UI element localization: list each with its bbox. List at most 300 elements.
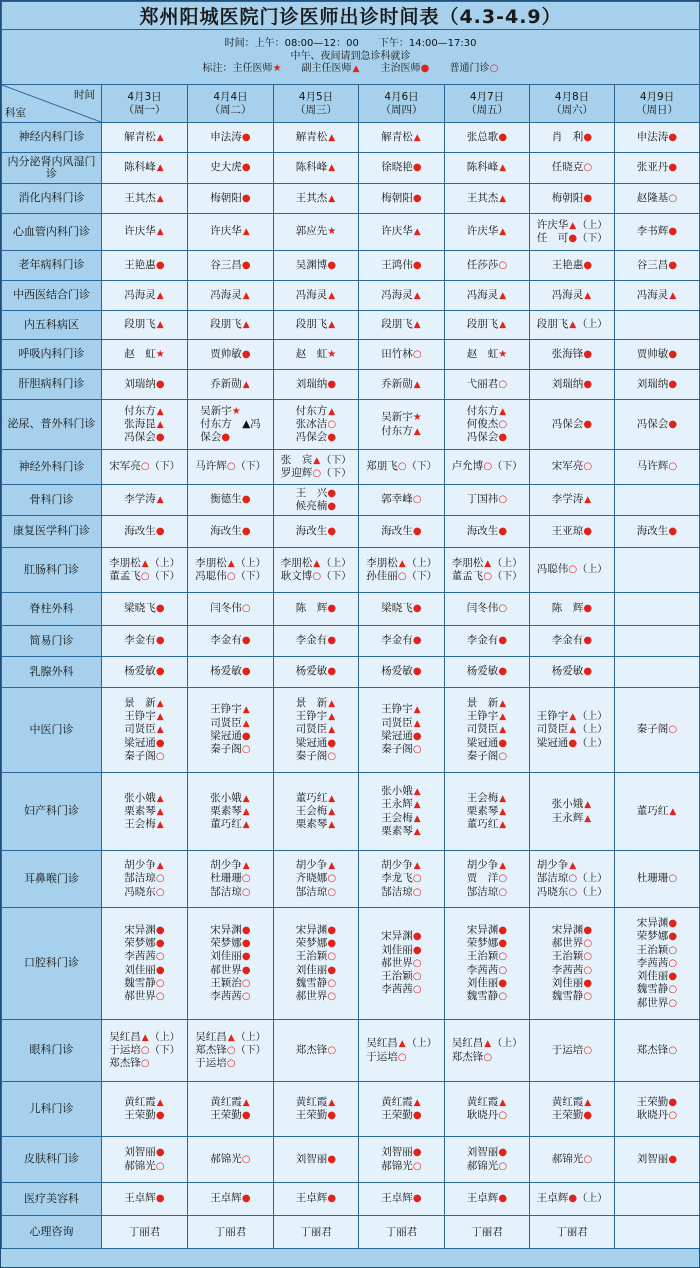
doctor-entry — [296, 1109, 337, 1122]
schedule-cell — [359, 1020, 445, 1082]
doctor-entry — [552, 602, 593, 615]
session-note: （上） — [577, 319, 608, 331]
schedule-cell — [274, 485, 359, 516]
doctor-list — [366, 1037, 437, 1064]
doctor-entry — [552, 1096, 593, 1109]
hollow-circle-icon: ○ — [155, 977, 165, 989]
doctor-list — [381, 378, 422, 391]
doctor-entry — [467, 493, 508, 506]
schedule-cell — [530, 153, 615, 184]
doctor-name: 解青松 — [124, 130, 156, 143]
doctor-list — [210, 289, 251, 302]
doctor-name: 何俊杰 — [466, 417, 499, 430]
triangle-icon: ▲ — [499, 793, 507, 804]
doctor-name: 王艳惠 — [124, 258, 156, 271]
doctor-entry — [381, 425, 422, 438]
doctor-name: 冯海灵 — [124, 288, 156, 301]
schedule-cell — [359, 548, 445, 593]
department-name: 口腔科门诊 — [2, 908, 102, 1020]
doctor-name: 丁丽君 — [385, 1225, 418, 1238]
doctor-list — [637, 1153, 678, 1166]
hollow-circle-icon: ○ — [155, 951, 165, 963]
doctor-entry — [552, 990, 593, 1003]
filled-circle-icon: ● — [327, 964, 337, 976]
doctor-name: 黄红霞 — [295, 1095, 328, 1108]
department-row — [2, 485, 700, 516]
department-row — [2, 1216, 700, 1249]
doctor-name: 郝世界 — [210, 963, 242, 976]
doctor-list — [124, 1096, 165, 1123]
session-note: （上） — [577, 711, 608, 723]
doctor-entry — [381, 872, 422, 885]
doctor-name: 刘佳丽 — [381, 943, 413, 956]
department-row — [2, 400, 700, 450]
triangle-icon: ▲ — [242, 820, 250, 831]
triangle-icon: ▲ — [156, 419, 164, 430]
schedule-cell — [359, 1137, 445, 1183]
doctor-list — [296, 487, 337, 514]
doctor-name: 冯晓东 — [124, 885, 156, 898]
triangle-icon: ▲ — [328, 793, 336, 804]
triangle-icon: ▲ — [328, 406, 336, 417]
triangle-icon: ▲ — [413, 290, 421, 301]
legend-item-label: 副主任医师 — [301, 63, 352, 75]
doctor-entry — [296, 964, 337, 977]
doctor-entry — [124, 1192, 165, 1205]
page-title: 郑州阳城医院门诊医师出诊时间表（4.3-4.9） — [2, 2, 700, 30]
hollow-circle-icon: ○ — [568, 564, 578, 576]
doctor-entry — [381, 785, 422, 798]
filled-circle-icon: ● — [327, 378, 337, 390]
doctor-list — [552, 493, 593, 506]
schedule-cell — [530, 1082, 615, 1137]
triangle-icon: ▲ — [227, 1032, 235, 1043]
doctor-list — [124, 259, 165, 272]
doctor-list — [210, 1192, 251, 1205]
triangle-icon: ▲ — [413, 426, 421, 437]
schedule-cell — [102, 548, 188, 593]
triangle-icon: ▲ — [313, 558, 321, 569]
session-note: （下） — [235, 461, 266, 473]
filled-circle-icon: ● — [668, 162, 678, 174]
filled-circle-icon: ● — [498, 977, 508, 989]
schedule-cell — [102, 1216, 188, 1249]
doctor-entry — [552, 259, 593, 272]
doctor-name: 宋军亮 — [109, 460, 141, 473]
doctor-entry — [210, 990, 251, 1003]
doctor-entry — [381, 348, 422, 361]
hollow-circle-icon: ○ — [568, 886, 578, 898]
doctor-list — [210, 225, 251, 238]
doctor-name: 梅朝阳 — [551, 191, 584, 204]
session-note: （上） — [406, 1038, 437, 1050]
doctor-list — [537, 710, 608, 750]
filled-circle-icon: ● — [327, 487, 337, 499]
time-label: 时间 — [74, 89, 95, 101]
doctor-list — [296, 161, 337, 174]
doctor-entry — [381, 930, 422, 943]
session-note: （下） — [321, 468, 352, 479]
doctor-list — [109, 1031, 180, 1071]
schedule-cell — [188, 1216, 274, 1249]
doctor-entry — [124, 924, 165, 937]
doctor-name: 李朋松 — [451, 556, 484, 569]
doctor-name: 郜洁琼 — [210, 885, 242, 898]
doctor-name: 魏雪静 — [124, 976, 156, 989]
schedule-cell — [274, 311, 359, 340]
doctor-name: 许庆华 — [381, 225, 413, 238]
schedule-cell — [188, 1137, 274, 1183]
hollow-circle-icon: ○ — [140, 1044, 150, 1056]
session-note: （下） — [321, 454, 352, 466]
triangle-icon: ▲ — [156, 793, 164, 804]
doctor-name: 秦子阁 — [124, 749, 156, 762]
doctor-entry — [195, 1044, 266, 1057]
department-row — [2, 516, 700, 548]
doctor-list — [296, 792, 337, 832]
doctor-entry — [637, 997, 678, 1010]
doctor-entry — [124, 818, 165, 831]
doctor-list — [210, 161, 251, 174]
doctor-entry — [467, 859, 508, 872]
schedule-cell — [359, 485, 445, 516]
doctor-name: 王治颖 — [466, 950, 499, 963]
doctor-list — [124, 289, 165, 302]
session-note: （下） — [235, 1044, 266, 1056]
doctor-entry — [296, 259, 337, 272]
doctor-entry — [210, 1109, 251, 1122]
doctor-name: 黄红霞 — [551, 1095, 584, 1108]
hollow-circle-icon: ○ — [327, 951, 337, 963]
doctor-list — [215, 1226, 247, 1238]
doctor-list — [109, 557, 180, 584]
doctor-list — [552, 192, 593, 205]
doctor-list — [296, 859, 337, 899]
schedule-cell — [359, 214, 445, 251]
schedule-cell — [102, 281, 188, 311]
hollow-circle-icon: ○ — [668, 192, 678, 204]
doctor-name: 王治颖 — [636, 943, 669, 956]
doctor-list — [381, 930, 422, 996]
doctor-entry — [124, 259, 165, 272]
schedule-cell — [274, 153, 359, 184]
triangle-icon: ▲ — [328, 861, 336, 872]
doctor-entry — [637, 872, 678, 885]
doctor-entry — [467, 723, 508, 736]
doctor-list — [552, 1153, 593, 1166]
hollow-circle-icon: ○ — [412, 744, 422, 756]
doctor-entry — [552, 937, 593, 950]
session-note: （下） — [492, 461, 523, 473]
triangle-icon: ▲ — [499, 712, 507, 723]
doctor-entry — [210, 717, 251, 730]
doctor-list — [467, 378, 508, 391]
doctor-name: 董巧红 — [466, 818, 499, 831]
session-note: （上） — [492, 1038, 523, 1050]
triangle-icon: ▲ — [242, 379, 250, 390]
schedule-cell — [530, 688, 615, 773]
schedule-cell — [445, 626, 530, 657]
doctor-name: 董孟飞 — [451, 570, 484, 582]
filled-circle-icon: ● — [155, 525, 165, 537]
doctor-name: 冯聪伟 — [195, 570, 227, 582]
doctor-list — [296, 924, 337, 1004]
schedule-cell — [445, 593, 530, 626]
doctor-name: 郜洁琼 — [124, 872, 156, 885]
doctor-name: 王艳惠 — [551, 258, 584, 271]
schedule-cell — [188, 400, 274, 450]
doctor-name: 海改生 — [295, 524, 328, 537]
hollow-circle-icon: ○ — [155, 886, 165, 898]
schedule-cell — [615, 773, 700, 851]
doctor-list — [552, 131, 593, 144]
doctor-entry — [467, 348, 508, 361]
doctor-list — [452, 1037, 523, 1064]
doctor-entry — [467, 289, 508, 302]
doctor-list — [381, 318, 422, 331]
doctor-list — [467, 259, 508, 272]
schedule-cell — [359, 281, 445, 311]
doctor-entry — [452, 1037, 523, 1050]
hollow-circle-icon: ○ — [241, 977, 251, 989]
doctor-entry — [381, 717, 422, 730]
doctor-entry — [637, 1153, 678, 1166]
doctor-list — [296, 525, 337, 538]
star-icon: ★ — [498, 348, 508, 360]
hollow-circle-icon: ○ — [498, 418, 508, 430]
doctor-name: 李朋松 — [366, 556, 398, 569]
doctor-entry — [124, 937, 165, 950]
hollow-circle-icon: ○ — [498, 603, 508, 615]
filled-circle-icon: ● — [412, 1110, 422, 1121]
triangle-icon: ▲ — [141, 558, 149, 569]
schedule-cell — [274, 370, 359, 400]
doctor-entry — [467, 1160, 508, 1173]
hollow-circle-icon: ○ — [583, 991, 593, 1003]
filled-circle-icon: ● — [327, 603, 337, 615]
doctor-list — [200, 405, 261, 444]
doctor-name: 栗素琴 — [124, 804, 156, 817]
doctor-name: 许庆华 — [210, 225, 242, 238]
doctor-name: 衡德生 — [210, 493, 242, 506]
doctor-entry — [124, 192, 165, 205]
doctor-name: 于运培 — [551, 1043, 584, 1056]
session-note: （上） — [321, 557, 352, 569]
day-header — [615, 85, 700, 123]
doctor-entry — [296, 950, 337, 963]
doctor-name: 栗素琴 — [466, 804, 499, 817]
hollow-circle-icon: ○ — [312, 468, 322, 479]
doctor-entry — [537, 723, 608, 736]
schedule-cell — [102, 516, 188, 548]
triangle-icon: ▲ — [156, 725, 164, 736]
legend-item — [233, 63, 282, 74]
filled-circle-icon: ● — [412, 731, 422, 742]
filled-circle-icon: ● — [155, 1110, 165, 1121]
schedule-cell — [359, 184, 445, 214]
doctor-entry — [210, 886, 251, 899]
department-name: 内分泌肾内风湿门诊 — [2, 153, 102, 184]
doctor-entry — [296, 818, 337, 831]
schedule-cell — [615, 851, 700, 908]
filled-circle-icon: ● — [668, 418, 678, 430]
doctor-list — [296, 665, 337, 678]
filled-circle-icon: ● — [155, 924, 165, 936]
doctor-name: 梁冠通 — [124, 736, 156, 749]
doctor-name: 史大虎 — [210, 161, 242, 174]
triangle-icon: ▲ — [242, 1097, 250, 1108]
schedule-cell — [274, 340, 359, 370]
doctor-entry — [552, 131, 593, 144]
hollow-circle-icon: ○ — [583, 162, 593, 174]
doctor-entry — [381, 1160, 422, 1173]
filled-circle-icon: ● — [583, 259, 593, 271]
doctor-entry — [296, 348, 337, 361]
doctor-entry — [467, 665, 508, 678]
doctor-entry — [467, 131, 508, 144]
hollow-circle-icon: ○ — [155, 991, 165, 1003]
triangle-icon: ▲ — [669, 806, 677, 817]
doctor-list — [124, 525, 165, 538]
triangle-icon: ▲ — [413, 861, 421, 872]
doctor-entry — [210, 872, 251, 885]
doctor-name: 李金有 — [551, 634, 584, 647]
filled-circle-icon: ● — [327, 501, 337, 512]
star-icon: ★ — [231, 406, 241, 418]
legend-item-label: 普通门诊 — [449, 63, 490, 75]
doctor-entry — [296, 431, 337, 444]
doctor-name: 梅朝阳 — [381, 191, 413, 204]
doctor-entry — [366, 570, 437, 583]
session-note: （下） — [321, 571, 352, 582]
doctor-name: 梁冠通 — [381, 730, 413, 742]
doctor-entry — [637, 192, 678, 205]
filled-circle-icon: ● — [412, 944, 422, 956]
doctor-list — [637, 460, 678, 473]
doctor-list — [381, 192, 422, 205]
doctor-entry — [537, 232, 608, 245]
doctor-entry — [210, 964, 251, 977]
doctor-entry — [552, 378, 593, 391]
doctor-list — [210, 131, 251, 144]
schedule-cell — [359, 593, 445, 626]
doctor-list — [467, 1146, 508, 1173]
filled-circle-icon: ● — [327, 259, 337, 271]
doctor-name: 刘瑞纳 — [295, 377, 328, 390]
triangle-icon: ▲ — [499, 406, 507, 417]
doctor-name: 秦子阁 — [381, 743, 413, 756]
triangle-icon: ▲ — [328, 1097, 336, 1108]
doctor-list — [124, 792, 165, 832]
doctor-entry — [381, 957, 422, 970]
schedule-cell — [359, 1183, 445, 1216]
schedule-cell — [274, 1137, 359, 1183]
schedule-cell — [615, 1020, 700, 1082]
triangle-icon: ▲ — [156, 495, 164, 506]
hollow-circle-icon: ○ — [140, 571, 150, 582]
filled-circle-icon: ● — [583, 635, 593, 647]
day-header — [530, 85, 615, 123]
doctor-name: 宋军亮 — [551, 460, 584, 473]
doctor-entry — [124, 225, 165, 238]
filled-circle-icon: ● — [241, 494, 251, 506]
doctor-list — [381, 1146, 422, 1173]
doctor-name: 董巧红 — [210, 818, 242, 831]
department-name: 内五科病区 — [2, 311, 102, 340]
hollow-circle-icon: ○ — [668, 957, 678, 969]
doctor-entry — [124, 886, 165, 899]
doctor-name: 李茜茜 — [636, 956, 669, 969]
triangle-icon: ▲ — [156, 806, 164, 817]
schedule-cell — [188, 516, 274, 548]
triangle-icon: ▲ — [584, 495, 592, 506]
doctor-name: 郝锦光 — [210, 1152, 242, 1165]
schedule-cell — [615, 450, 700, 485]
doctor-name: 任晓克 — [551, 161, 584, 174]
doctor-entry — [552, 1153, 593, 1166]
doctor-name: 冯海灵 — [466, 288, 499, 301]
filled-circle-icon: ● — [583, 131, 593, 143]
doctor-list — [552, 602, 593, 615]
doctor-entry — [366, 1051, 437, 1064]
schedule-cell — [615, 123, 700, 153]
hollow-circle-icon: ○ — [327, 750, 337, 762]
doctor-name: 杜珊珊 — [636, 872, 669, 885]
department-row — [2, 1183, 700, 1216]
day-weekday: （周五） — [466, 103, 508, 116]
doctor-name: 冯保会 — [551, 417, 584, 430]
triangle-icon: ▲ — [413, 705, 421, 716]
doctor-name: 闫冬伟 — [466, 602, 499, 615]
doctor-name: 司贤臣 — [210, 716, 242, 729]
doctor-list — [381, 703, 422, 756]
triangle-icon: ▲ — [499, 193, 507, 204]
day-weekday: （周一） — [123, 103, 166, 116]
doctor-entry — [467, 405, 508, 418]
doctor-entry — [124, 318, 165, 331]
schedule-cell — [102, 450, 188, 485]
triangle-icon: ▲ — [499, 320, 507, 331]
schedule-cell — [615, 516, 700, 548]
schedule-cell — [530, 450, 615, 485]
doctor-entry — [210, 977, 251, 990]
day-header — [445, 85, 530, 123]
schedule-cell — [274, 251, 359, 281]
legend-item — [381, 63, 430, 74]
department-row — [2, 340, 700, 370]
triangle-icon: ▲ — [413, 800, 421, 811]
doctor-name: 罗迎辉 — [280, 467, 313, 479]
hollow-circle-icon: ○ — [568, 873, 578, 885]
schedule-cell — [188, 688, 274, 773]
schedule-cell — [188, 311, 274, 340]
department-name: 心理咨询 — [2, 1216, 102, 1249]
doctor-entry — [552, 460, 593, 473]
schedule-cell — [102, 340, 188, 370]
doctor-name: 郝世界 — [636, 996, 669, 1009]
schedule-cell — [615, 340, 700, 370]
doctor-entry — [210, 859, 251, 872]
doctor-list — [381, 1192, 422, 1205]
doctor-name: 段朋飞 — [124, 318, 156, 331]
doctor-name: 司贤臣 — [536, 723, 569, 736]
hollow-circle-icon: ○ — [412, 984, 422, 996]
doctor-entry — [124, 289, 165, 302]
doctor-entry — [637, 1109, 678, 1122]
doctor-list — [552, 289, 593, 302]
triangle-icon: ▲ — [242, 290, 250, 301]
filled-circle-icon: ● — [241, 348, 251, 360]
